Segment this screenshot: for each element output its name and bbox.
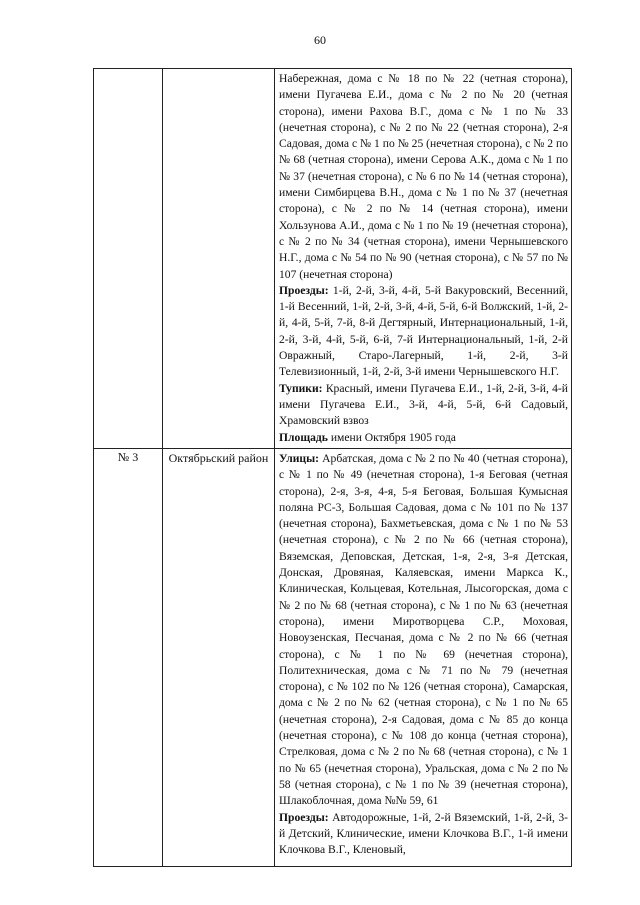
streets-continued-text: Набережная, дома с № 18 по № 22 (четная сторона), имени Пугачева Е.И., дома с № 2 по № 20 (четная сторона), имени Рахова В.Г., дома с № 1 по № 33 (нечетная сторона), с № 2 по № 22 (четная сторона), 2-я Садовая, дома с № 1 по № 25 (нечетная сторона), с № 2 по № 68 (четная сторона), имени Серова А.К., дома с № 1 по № 37 (нечетная сторона), с № 6 по № 14 (четная сторона), имени Симбирцева В.Н., дома с № 1 по № 37 (нечетная сторона), с № 2 по № 14 (четная сторона), имени Хользунова А.И., дома с № 1 по № 19 (нечетная сторона), с № 2 по № 34 (четная сторона), имени Чернышевского Н.Г., дома с № 54 по № 90 (четная сторона), с № 57 по № 107 (нечетная сторона) xyxy=(279,72,568,281)
passages-text: Автодорожные, 1-й, 2-й Вяземский, 1-й, 2-й, 3-й Детский, Клинические, имени Клочкова В.Г., 1-й имени Клочкова В.Г., Кленовый, xyxy=(279,810,568,857)
square-text: имени Октября 1905 года xyxy=(330,430,456,444)
district-cell xyxy=(163,69,275,449)
table-row xyxy=(94,449,572,867)
deadends-paragraph xyxy=(279,381,568,430)
passages-label: Проезды: xyxy=(279,810,329,824)
passages-text: 1-й, 2-й, 3-й, 4-й, 5-й Вакуровский, Весенний, 1-й Весенний, 1-й, 2-й, 3-й, 4-й, 5-й, 6-й Волжский, 1-й, 2-й, 4-й, 5-й, 7-й, 8-й Дегтярный, Интернациональный, 1-й, 2-й, 3-й, 4-й, 5-й, 6-й, 7-й Интернациональный, 1-й, 2-й Овражный, Старо-Лагерный, 1-й, 2-й, 3-й Телевизионный, 1-й, 2-й, 3-й имени Чернышевского Н.Г. xyxy=(279,283,569,379)
passages-label: Проезды: xyxy=(279,283,329,297)
table-row xyxy=(94,69,572,449)
passages-paragraph xyxy=(279,810,568,859)
district-streets-table xyxy=(93,68,572,867)
square-paragraph xyxy=(279,430,568,446)
page-number: 60 xyxy=(314,33,326,47)
row-number-cell xyxy=(94,69,163,449)
streets-text: Арбатская, дома с № 2 по № 40 (четная сторона), с № 1 по № 49 (нечетная сторона), 1-я Беговая (четная сторона), 2-я, 3-я, 4-я, 5-я Беговая, Большая Кумысная поляна РС-3, Большая Садовая, дома с № 101 по № 137 (нечетная сторона), Бахметьевская, дома с № 1 по № 53 (нечетная сторона), с № 2 по № 66 (четная сторона), Вяземская, Деповская, Детская, 1-я, 2-я, 3-я Детская, Донская, Дровяная, Каляевская, имени Маркса К., Клиническая, Кольцевая, Котельная, Лысогорская, дома с № 2 по № 68 (четная сторона), с № 1 по № 63 (нечетная сторона), имени Миротворцева С.Р., Моховая, Новоузенская, Песчаная, дома с № 2 по № 66 (четная сторона), с № 1 по № 69 (нечетная сторона), Политехническая, дома с № 71 по № 79 (нечетная сторона), с № 102 по № 126 (четная сторона), Самарская, дома с № 2 по № 62 (четная сторона), с № 1 по № 65 (нечетная сторона), 2-я Садовая, дома с № 85 до конца (нечетная сторона), с № 108 до конца (четная сторона), Стрелковая, дома с № 2 по № 68 (четная сторона), с № 1 по № 65 (нечетная сторона), Уральская, дома с № 2 по № 58 (четная сторона), с № 1 по № 39 (нечетная сторона), Шлакоблочная, дома №№ 59, 61 xyxy=(279,452,568,808)
streets-paragraph xyxy=(279,451,568,810)
addresses-cell xyxy=(275,69,572,449)
streets-label: Улицы: xyxy=(279,452,319,465)
passages-paragraph xyxy=(279,283,568,381)
row-number-cell: № 3 xyxy=(94,449,163,867)
addresses-cell xyxy=(275,449,572,867)
deadends-label: Тупики: xyxy=(279,381,323,395)
square-label: Площадь xyxy=(279,430,328,444)
district-cell: Октябрьский район xyxy=(163,449,275,867)
deadends-text: Красный, имени Пугачева Е.И., 1-й, 2-й, 3-й, 4-й имени Пугачева Е.И., 3-й, 4-й, 5-й, 6-й Садовый, Храмовский взвоз xyxy=(279,381,568,428)
